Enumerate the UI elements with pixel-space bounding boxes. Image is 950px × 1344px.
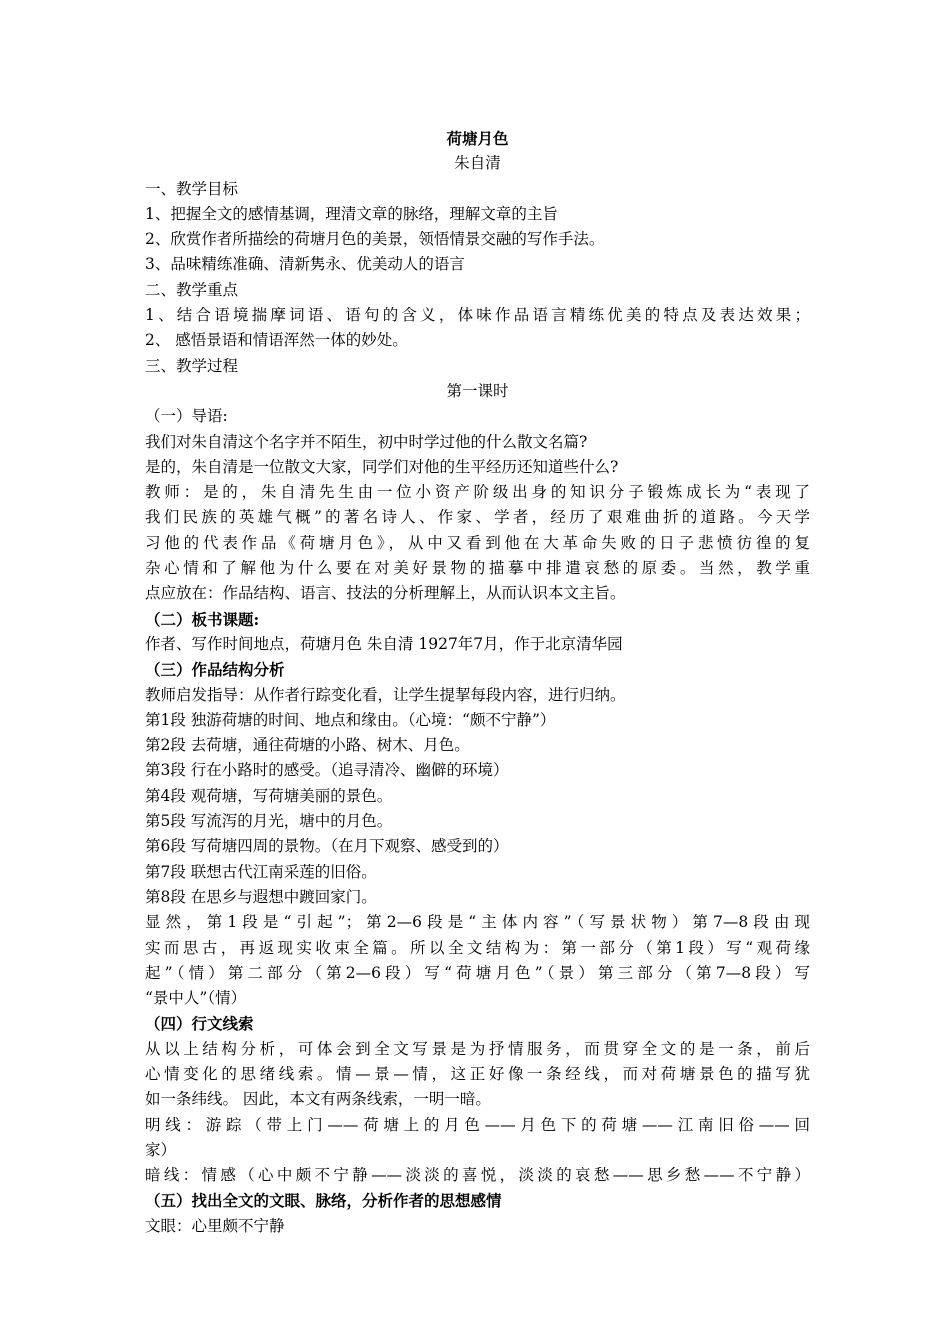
text-line: 第4段 观荷塘，写荷塘美丽的景色。 <box>145 786 393 805</box>
section-heading: （四）行文线索 <box>145 1014 254 1034</box>
document-page <box>145 126 810 1239</box>
text-line: 是的，朱自清是一位散文大家，同学们对他的生平经历还知道些什么? <box>145 457 619 476</box>
text-line: （一）导语: <box>145 407 228 426</box>
text-line: 1、结合语境揣摩词语、语句的含义，体味作品语言精练优美的特点及表达效果； <box>145 306 810 325</box>
text-line: 起”（情）第二部分（第2—6段）写“荷塘月色”（景）第三部分（第7—8段）写 <box>145 963 810 982</box>
text-line: 心情变化的思绪线索。情—景—情，这正好像一条经线，而对荷塘景色的描写犹 <box>145 1064 810 1083</box>
text-line: 教师启发指导：从作者行踪变化看，让学生提挈每段内容，进行归纳。 <box>145 685 626 704</box>
text-line: 文眼：心里颇不宁静 <box>145 1216 285 1235</box>
section-heading: （三）作品结构分析 <box>145 660 285 680</box>
text-line: 作者、写作时间地点，荷塘月色 朱自清 1927年7月，作于北京清华园 <box>145 634 623 653</box>
text-line: 我们民族的英雄气概”的著名诗人、作家、学者，经历了艰难曲折的道路。今天学 <box>145 508 810 527</box>
text-line: 1、把握全文的感情基调，理清文章的脉络，理解文章的主旨 <box>145 204 558 223</box>
text-line: 一、教学目标 <box>145 179 239 198</box>
text-line: 第3段 行在小路时的感受。（追寻清冷、幽僻的环境） <box>145 761 509 780</box>
text-line: 明线：游踪（带上门——荷塘上的月色——月色下的荷塘——江南旧俗——回 <box>145 1115 810 1134</box>
text-line: 杂心情和了解他为什么要在对美好景物的描摹中排遣哀愁的原委。当然，教学重 <box>145 559 810 578</box>
text-line: 显然，第1段是“引起”；第2—6段是“主体内容”（写景状物）第7—8段由现 <box>145 913 810 932</box>
text-line: 三、教学过程 <box>145 356 239 375</box>
section-heading: （五）找出全文的文眼、脉络，分析作者的思想感情 <box>145 1191 502 1211</box>
text-line: 第一课时 <box>446 381 509 400</box>
section-heading: （二）板书课题: <box>145 609 260 629</box>
text-line: 第1段 独游荷塘的时间、地点和缘由。（心境：“颇不宁静”） <box>145 710 556 729</box>
text-line: 教师：是的，朱自清先生由一位小资产阶级出身的知识分子锻炼成长为“表现了 <box>145 483 810 502</box>
text-line: 第7段 联想古代江南采莲的旧俗。 <box>145 862 377 881</box>
document-author: 朱自清 <box>454 154 501 173</box>
text-line: 二、教学重点 <box>145 280 239 299</box>
text-line: 我们对朱自清这个名字并不陌生，初中时学过他的什么散文名篇? <box>145 432 588 451</box>
text-line: 第8段 在思乡与遐想中踱回家门。 <box>145 887 377 906</box>
text-line: “景中人”（情） <box>145 989 247 1008</box>
document-title: 荷塘月色 <box>446 129 509 148</box>
text-line: 2、欣赏作者所描绘的荷塘月色的美景，领悟情景交融的写作手法。 <box>145 230 605 249</box>
text-line: 从以上结构分析，可体会到全文写景是为抒情服务，而贯穿全文的是一条，前后 <box>145 1039 810 1058</box>
text-line: 3、品味精练准确、清新隽永、优美动人的语言 <box>145 255 465 274</box>
text-line: 第5段 写流泻的月光，塘中的月色。 <box>145 812 393 831</box>
text-line: 暗线：情感（心中颇不宁静——淡淡的喜悦，淡淡的哀愁——思乡愁——不宁静） <box>145 1166 810 1185</box>
text-line: 2、 感悟景语和情语浑然一体的妙处。 <box>145 331 408 350</box>
text-line: 点应放在：作品结构、语言、技法的分析理解上，从而认识本文主旨。 <box>145 584 626 603</box>
text-line: 习他的代表作品《荷塘月色》，从中又看到他在大革命失败的日子悲愤彷徨的复 <box>145 533 810 552</box>
text-line: 家） <box>145 1140 177 1159</box>
text-line: 第6段 写荷塘四周的景物。（在月下观察、感受到的） <box>145 837 509 856</box>
document-body <box>145 177 810 1239</box>
text-line: 第2段 去荷塘，通往荷塘的小路、树木、月色。 <box>145 736 470 755</box>
text-line: 如一条纬线。 因此，本文有两条线索，一明一暗。 <box>145 1090 491 1109</box>
text-line: 实而思古，再返现实收束全篇。所以全文结构为：第一部分（第1段）写“观荷缘 <box>145 938 810 957</box>
